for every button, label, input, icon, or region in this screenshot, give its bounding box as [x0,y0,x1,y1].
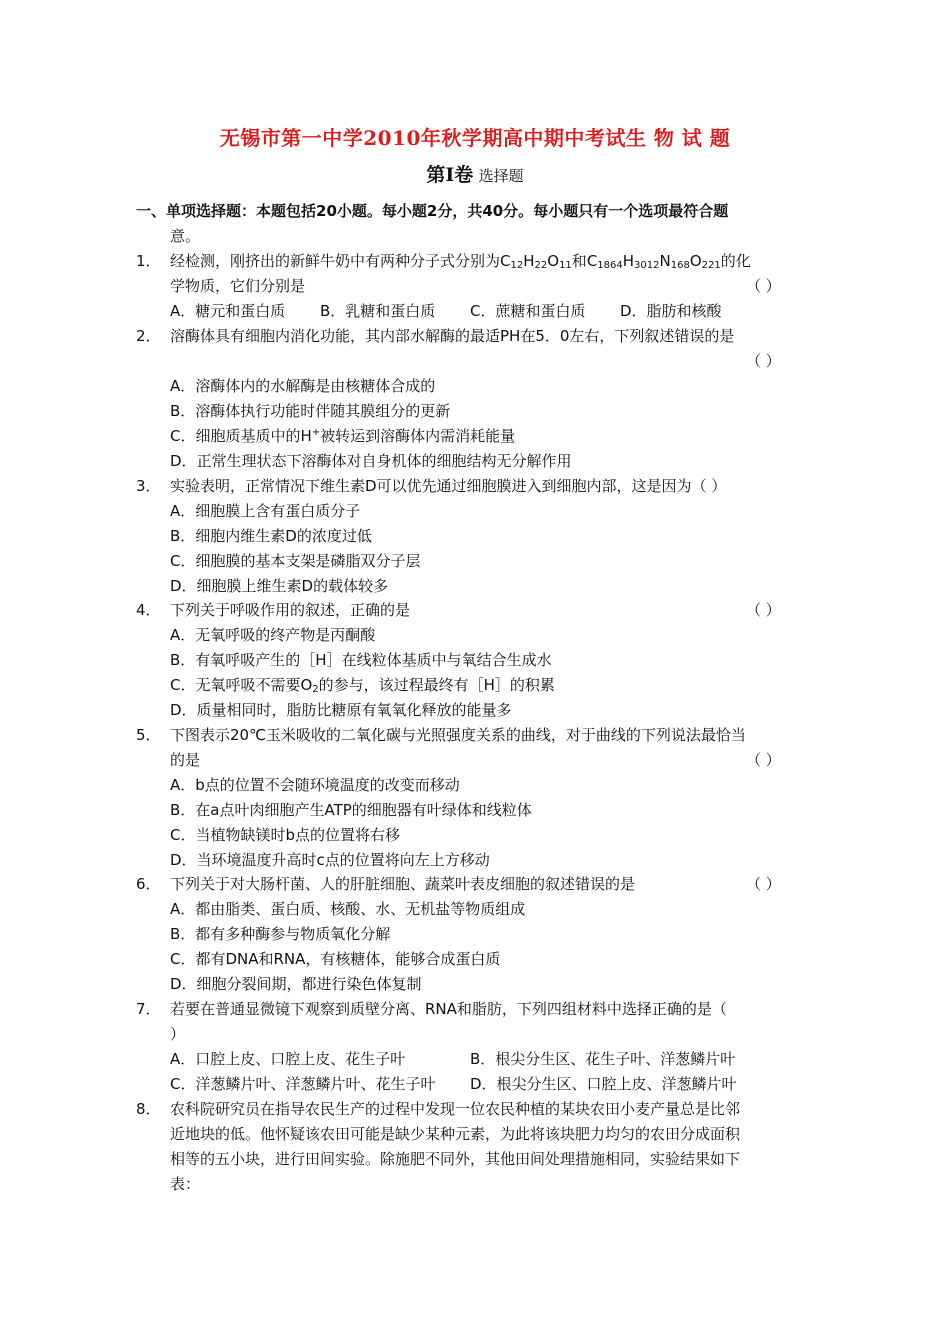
q5-option-b: B．在a点叶肉细胞产生ATP的细胞器有叶绿体和线粒体 [170,801,532,819]
q8-stem-line1: 农科院研究员在指导农民生产的过程中发现一位农民种植的某块农田小麦产量总是比邻 [170,1100,741,1118]
q2-option-a: A．溶酶体内的水解酶是由核糖体合成的 [170,377,436,395]
q5-option-d: D．当环境温度升高时c点的位置将向左上方移动 [170,851,490,869]
section-heading-cont: 意。 [170,227,201,245]
q7-options-row2 [170,1074,737,1094]
q2-option-d: D．正常生理状态下溶酶体对自身机体的细胞结构无分解作用 [170,452,572,470]
q6-stem: 下列关于对大肠杆菌、人的肝脏细胞、蔬菜叶表皮细胞的叙述错误的是 [170,875,636,893]
q7-number: 7． [136,1000,161,1018]
q1-option-c: C．蔗糖和蛋白质 [470,302,586,320]
q1-option-b: B．乳糖和蛋白质 [320,302,436,320]
q3-option-d: D．细胞膜上维生素D的载体较多 [170,577,389,595]
part-label: 第Ⅰ卷 [426,164,474,186]
q4-stem: 下列关于呼吸作用的叙述，正确的是 [170,601,411,619]
q7-option-d: D．根尖分生区、口腔上皮、洋葱鳞片叶 [470,1075,737,1093]
q2-option-c: C．细胞质基质中的H+被转运到溶酶体内需消耗能量 [170,427,516,445]
q1-number: 1． [136,252,161,270]
q7-option-a: A．口腔上皮、口腔上皮、花生子叶 [170,1050,406,1068]
q7-options-row1 [170,1049,735,1069]
section-heading: 一、单项选择题：本题包括20小题。每小题2分，共40分。每小题只有一个选项最符合题 [136,202,729,220]
q3-number: 3． [136,477,161,495]
q2-number: 2． [136,327,161,345]
part-heading [0,160,950,187]
q5-answer-blank: （ ） [746,751,781,769]
q3-option-c: C．细胞膜的基本支架是磷脂双分子层 [170,552,421,570]
q7-stem: 若要在普通显微镜下观察到质壁分离、RNA和脂肪，下列四组材料中选择正确的是（ [170,1000,727,1018]
q8-number: 8． [136,1100,161,1118]
q3-option-b: B．细胞内维生素D的浓度过低 [170,527,372,545]
q8-stem-line3: 相等的五小块，进行田间实验。除施肥不同外，其他田间处理措施相同，实验结果如下 [170,1150,741,1168]
q1-stem: 经检测，刚挤出的新鲜牛奶中有两种分子式分别为$C_{12}H_{22}O_{11}$和$C_{1864}H_{3012}N_{168}O_{221}$的化 [170,252,751,271]
q1-answer-blank: （ ） [746,277,781,295]
q3-stem: 实验表明，正常情况下维生素D可以优先通过细胞膜进入到细胞内部，这是因为（ ） [170,477,727,495]
q7-option-b: B．根尖分生区、花生子叶、洋葱鳞片叶 [470,1050,736,1068]
q2-stem: 溶酶体具有细胞内消化功能，其内部水解酶的最适PH在5．0左右，下列叙述错误的是 [170,327,735,345]
q2-option-b: B．溶酶体执行功能时伴随其膜组分的更新 [170,402,451,420]
q8-stem-line2: 近地块的低。他怀疑该农田可能是缺少某种元素，为此将该块肥力均匀的农田分成面积 [170,1125,741,1143]
q8-stem-line4: 表： [170,1175,201,1193]
q4-option-b: B．有氧呼吸产生的［H］在线粒体基质中与氧结合生成水 [170,651,552,669]
q7-stem-cont: ） [170,1025,186,1043]
q1-option-a: A．糖元和蛋白质 [170,302,286,320]
q1-options [170,301,722,321]
q5-stem: 下图表示20℃玉米吸收的二氧化碳与光照强度关系的曲线，对于曲线的下列说法最恰当 [170,726,746,744]
q6-option-d: D．细胞分裂间期，都进行染色体复制 [170,975,422,993]
q5-option-a: A．b点的位置不会随环境温度的改变而移动 [170,776,460,794]
q3-option-a: A．细胞膜上含有蛋白质分子 [170,502,361,520]
q5-option-c: C．当植物缺镁时b点的位置将右移 [170,826,400,844]
q4-option-d: D．质量相同时，脂肪比糖原有氧氧化释放的能量多 [170,701,512,719]
q4-option-c: C．无氧呼吸不需要$O_2$的参与，该过程最终有［H］的积累 [170,676,555,695]
q2-answer-blank: （ ） [746,352,781,370]
q4-answer-blank: （ ） [746,601,781,619]
q6-option-c: C．都有DNA和RNA，有核糖体，能够合成蛋白质 [170,950,501,968]
q4-option-a: A．无氧呼吸的终产物是丙酮酸 [170,626,376,644]
q1-option-d: D．脂肪和核酸 [620,302,722,320]
q6-option-b: B．都有多种酶参与物质氧化分解 [170,925,391,943]
q6-answer-blank: （ ） [746,875,781,893]
q6-number: 6． [136,875,161,893]
part-sub: 选择题 [478,167,524,185]
q6-option-a: A．都由脂类、蛋白质、核酸、水、无机盐等物质组成 [170,900,526,918]
exam-title: 无锡市第一中学2010年秋学期高中期中考试生 物 试 题 [219,126,731,150]
q1-stem-cont: 学物质，它们分别是 [170,277,306,295]
q7-option-c: C．洋葱鳞片叶、洋葱鳞片叶、花生子叶 [170,1075,436,1093]
q5-stem-cont: 的是 [170,751,201,769]
q4-number: 4． [136,601,161,619]
q5-number: 5． [136,726,161,744]
